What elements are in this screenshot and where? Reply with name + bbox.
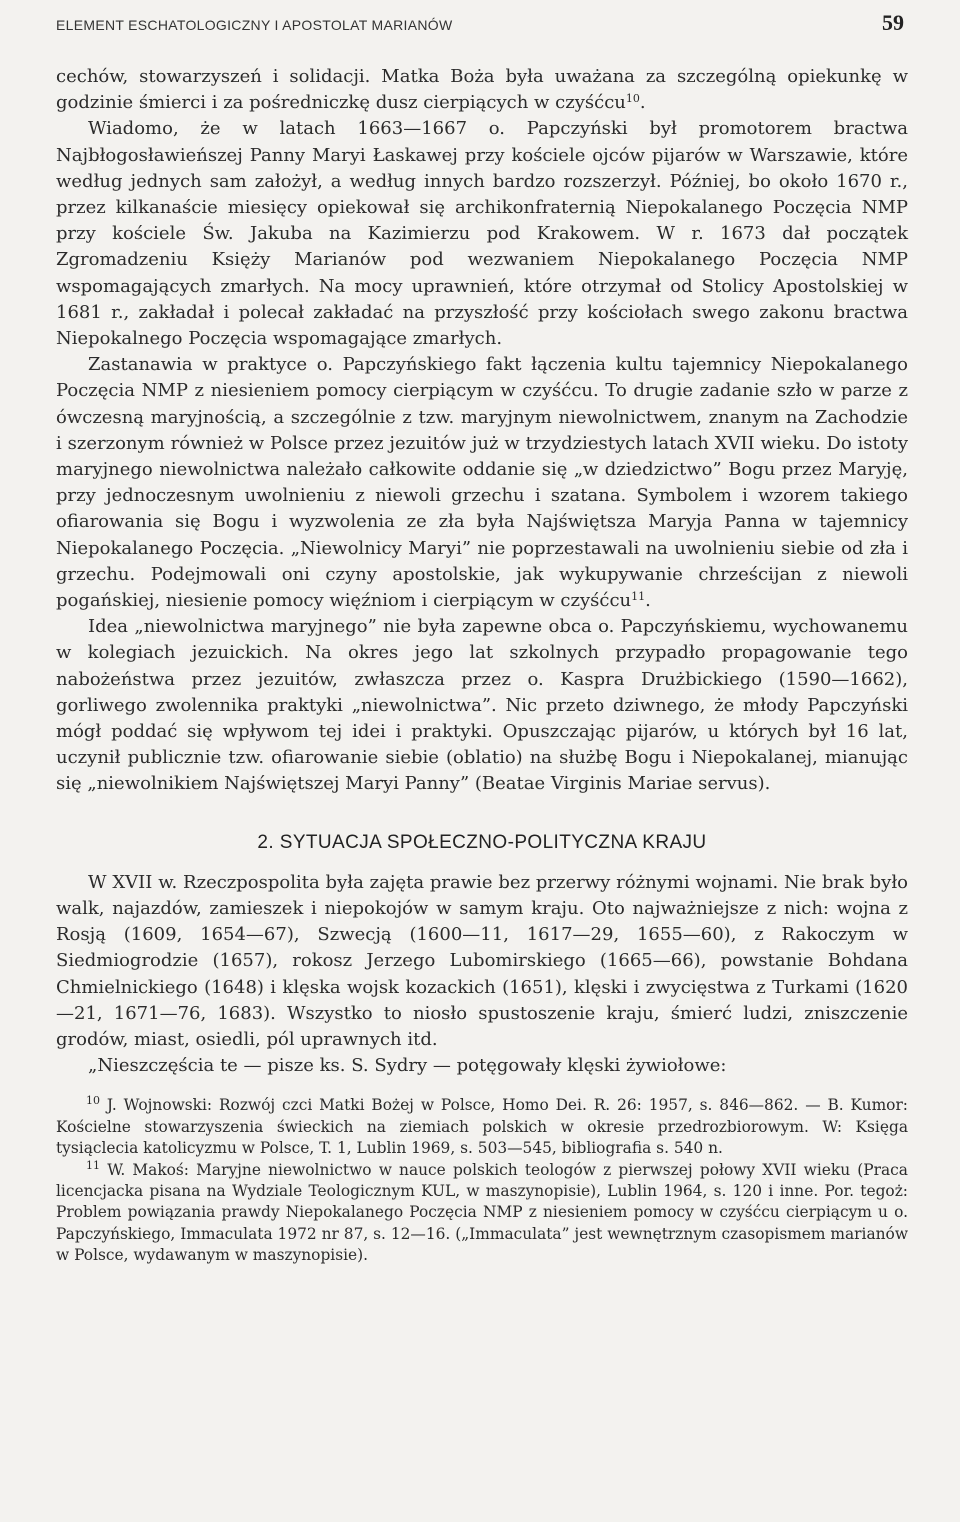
- footnote-number: 11: [86, 1158, 100, 1172]
- paragraph-3: Zastanawia w praktyce o. Papczyńskiego fakt łączenia kultu tajemnicy Niepokalanego Poczęcia NMP z niesieniem pomocy cierpiącym w czyśćcu. To drugie zadanie szło w parze z ówczesną maryjnością, a szczególnie z tzw. maryjnym niewolnictwem, znanym na Zachodzie i szerzonym również w Polsce przez jezuitów już w trzydziestych latach XVII wieku. Do istoty maryjnego niewolnictwa należało całkowite oddanie się „w dziedzictwo” Bogu przez Maryję, przy jednoczesnym uwolnieniu z niewoli grzechu i szatana. Symbolem i wzorem takiego ofiarowania się Bogu i wyzwolenia ze zła była Najświętsza Maryja Panna w tajemnicy Niepokalanego Poczęcia. „Niewolnicy Maryi” nie poprzestawali na uwolnieniu siebie od zła i grzechu. Podejmowali oni czyny apostolskie, jak wykupywanie chrześcijan z niewoli pogańskiej, niesienie pomocy więźniom i cierpiącym w czyśćcu$^{11}$.: [56, 354, 908, 612]
- footnotes: [56, 1095, 908, 1266]
- section-paragraph-1: W XVII w. Rzeczpospolita była zajęta prawie bez przerwy różnymi wojnami. Nie brak było walk, najazdów, zamieszek i niepokojów w samym kraju. Oto najważniejsze z nich: wojna z Rosją (1609, 1654—67), Szwecją (1600—11, 1617—29, 1655—60), z Rakoczym w Siedmiogrodzie (1657), rokosz Jerzego Lubomirskiego (1665—66), powstanie Bohdana Chmielnickiego (1648) i klęska wojsk kozackich (1651), klęski i zwycięstwa z Turkami (1620—21, 1671—76, 1683). Wszystko to niosło spustoszenie kraju, śmierć ludzi, zniszczenie grodów, miast, osiedli, pól uprawnych itd.: [56, 871, 908, 1050]
- footnote-ref-11: 11: [631, 590, 646, 604]
- page-body: [56, 64, 908, 1267]
- running-title: ELEMENT ESCHATOLOGICZNY I APOSTOLAT MARIANÓW: [56, 17, 453, 33]
- page-header: [56, 10, 904, 38]
- footnote-10: $^{10}$ J. Wojnowski: Rozwój czci Matki Bożej w Polsce, Homo Dei. R. 26: 1957, s. 846—862. — B. Kumor: Kościelne stowarzyszenia świeckich na ziemiach polskich w okresie przedrozbiorowym. W: Księga tysiąclecia katolicyzmu w Polsce, T. 1, Lublin 1969, s. 503—545, bibliografia s. 540 n.: [56, 1094, 908, 1158]
- section-heading: 2. SYTUACJA SPOŁECZNO-POLITYCZNA KRAJU: [257, 831, 707, 853]
- paragraph-1: cechów, stowarzyszeń i solidacji. Matka Boża była uważana za szczególną opiekunkę w godzinie śmierci i za pośredniczkę dusz cierpiących w czyśćcu$^{10}$.: [56, 66, 908, 114]
- footnote-ref-10: 10: [625, 92, 640, 106]
- section-paragraph-2: „Nieszczęścia te — pisze ks. S. Sydry — potęgowały klęski żywiołowe:: [88, 1055, 727, 1077]
- paragraph-4: Idea „niewolnictwa maryjnego” nie była zapewne obca o. Papczyńskiemu, wychowanemu w kolegiach jezuickich. Na okres jego lat szkolnych przypadło propagowanie tego nabożeństwa przez jezuitów, zwłaszcza przez o. Kaspra Drużbickiego (1590—1662), gorliwego zwolennika praktyki „niewolnictwa”. Nic przeto dziwnego, że młody Papczyński mógł poddać się wpływom tej idei i praktyki. Opuszczając pijarów, u których był 16 lat, uczynił publicznie tzw. ofiarowanie siebie (oblatio) na służbę Bogu i Niepokalanej, mianując się „niewolnikiem Najświętszej Maryi Panny” (Beatae Virginis Mariae servus).: [56, 616, 908, 795]
- page-number: 59: [882, 10, 904, 35]
- paragraph-2: Wiadomo, że w latach 1663—1667 o. Papczyński był promotorem bractwa Najbłogosławieńszej Panny Maryi Łaskawej przy kościele ojców pijarów w Warszawie, które według jednych sam założył, a według innych bardzo rozszerzył. Później, bo około 1670 r., przez kilkanaście miesięcy opiekował się archikonfraternią Niepokalanego Poczęcia NMP przy kościele Św. Jakuba na Kazimierzu pod Krakowem. W r. 1673 dał początek Zgromadzeniu Księży Marianów pod wezwaniem Niepokalanego Poczęcia NMP wspomagających zmarłych. Na mocy uprawnień, które otrzymał od Stolicy Apostolskiej w 1681 r., zakładał i polecał zakładać na przyszłość przy kościołach swego zakonu bractwa Niepokalnego Poczęcia wspomagające zmarłych.: [56, 118, 908, 350]
- footnote-number: 10: [86, 1094, 100, 1108]
- footnote-11: $^{11}$ W. Makoś: Maryjne niewolnictwo w nauce polskich teologów z pierwszej połowy XVII wieku (Praca licencjacka pisana na Wydziale Teologicznym KUL, w maszynopisie), Lublin 1964, s. 120 i inne. Por. tegoż: Problem powiązania prawdy Niepokalanego Poczęcia NMP z niesieniem pomocy w czyśćcu cierpiącym u o. Papczyńskiego, Immaculata 1972 nr 87, s. 12—16. („Immaculata” jest wewnętrznym czasopismem marianów w Polsce, wydawanym w maszynopisie).: [56, 1158, 908, 1265]
